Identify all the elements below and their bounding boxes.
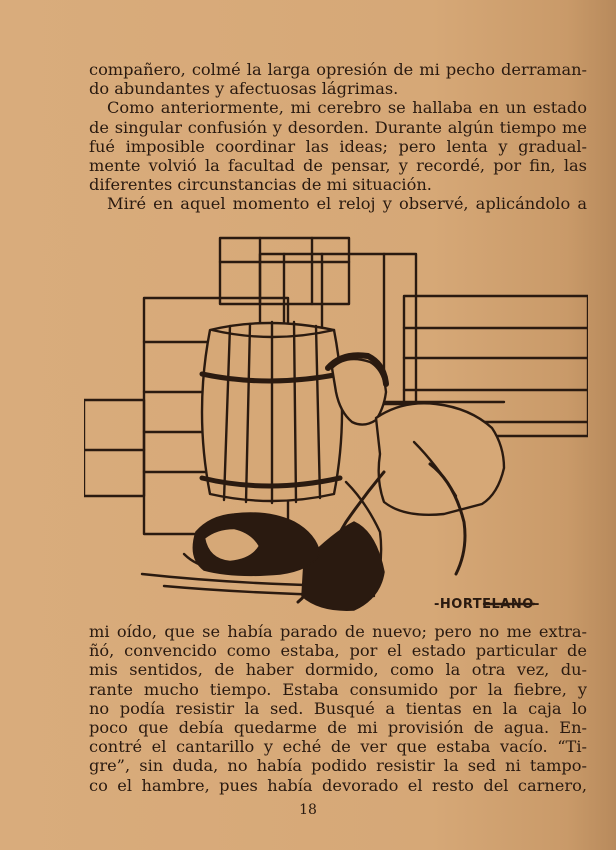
- text-line: rante mucho tiempo. Estaba consumido por la fiebre, y: [89, 679, 587, 699]
- dog-figure: [184, 513, 320, 575]
- text-line: Como anteriormente, mi cerebro se hallaba en un estado: [107, 98, 587, 118]
- barrel: [202, 322, 342, 503]
- illustration-man-dog-barrel: [84, 232, 588, 616]
- paragraph-1: [89, 60, 587, 98]
- text-line: ñó, convencido como estaba, por el estado particular de: [89, 641, 587, 661]
- paragraph-4: [89, 622, 587, 795]
- page-number: 18: [299, 802, 317, 818]
- text-line: fué imposible coordinar las ideas; pero lenta y gradual-: [89, 136, 587, 156]
- text-line: poco que debía quedarme de mi provisión de agua. En-: [89, 718, 587, 738]
- text-line: gre”, sin duda, no había podido resistir la sed ni tampo-: [89, 756, 587, 776]
- text-line: no podía resistir la sed. Busqué a tientas en la caja lo: [89, 698, 587, 718]
- text-line: co el hambre, pues había devorado el resto del carnero,: [89, 775, 587, 795]
- text-line: Miré en aquel momento el reloj y observé, aplicándolo a: [107, 194, 587, 214]
- text-line: mi oído, que se había parado de nuevo; pero no me extra-: [89, 622, 587, 641]
- illustrator-signature: -HORTELANO-: [434, 597, 540, 612]
- text-line: mente volvió la facultad de pensar, y recordé, por fin, las: [89, 156, 587, 176]
- text-line: de singular confusión y desorden. Durante algún tiempo me: [89, 117, 587, 137]
- paragraph-2: [89, 98, 587, 194]
- text-line: compañero, colmé la larga opresión de mi pecho derraman-: [89, 60, 587, 79]
- text-line: do abundantes y afectuosas lágrimas.: [89, 79, 399, 99]
- paragraph-3: [89, 194, 587, 213]
- top-text: [89, 60, 587, 214]
- bottom-text: [89, 622, 587, 795]
- text-line: contré el cantarillo y eché de ver que estaba vacío. “Ti-: [89, 737, 587, 757]
- text-line: diferentes circunstancias de mi situación.: [89, 175, 432, 195]
- text-line: mis sentidos, de haber dormido, como la otra vez, du-: [89, 660, 587, 680]
